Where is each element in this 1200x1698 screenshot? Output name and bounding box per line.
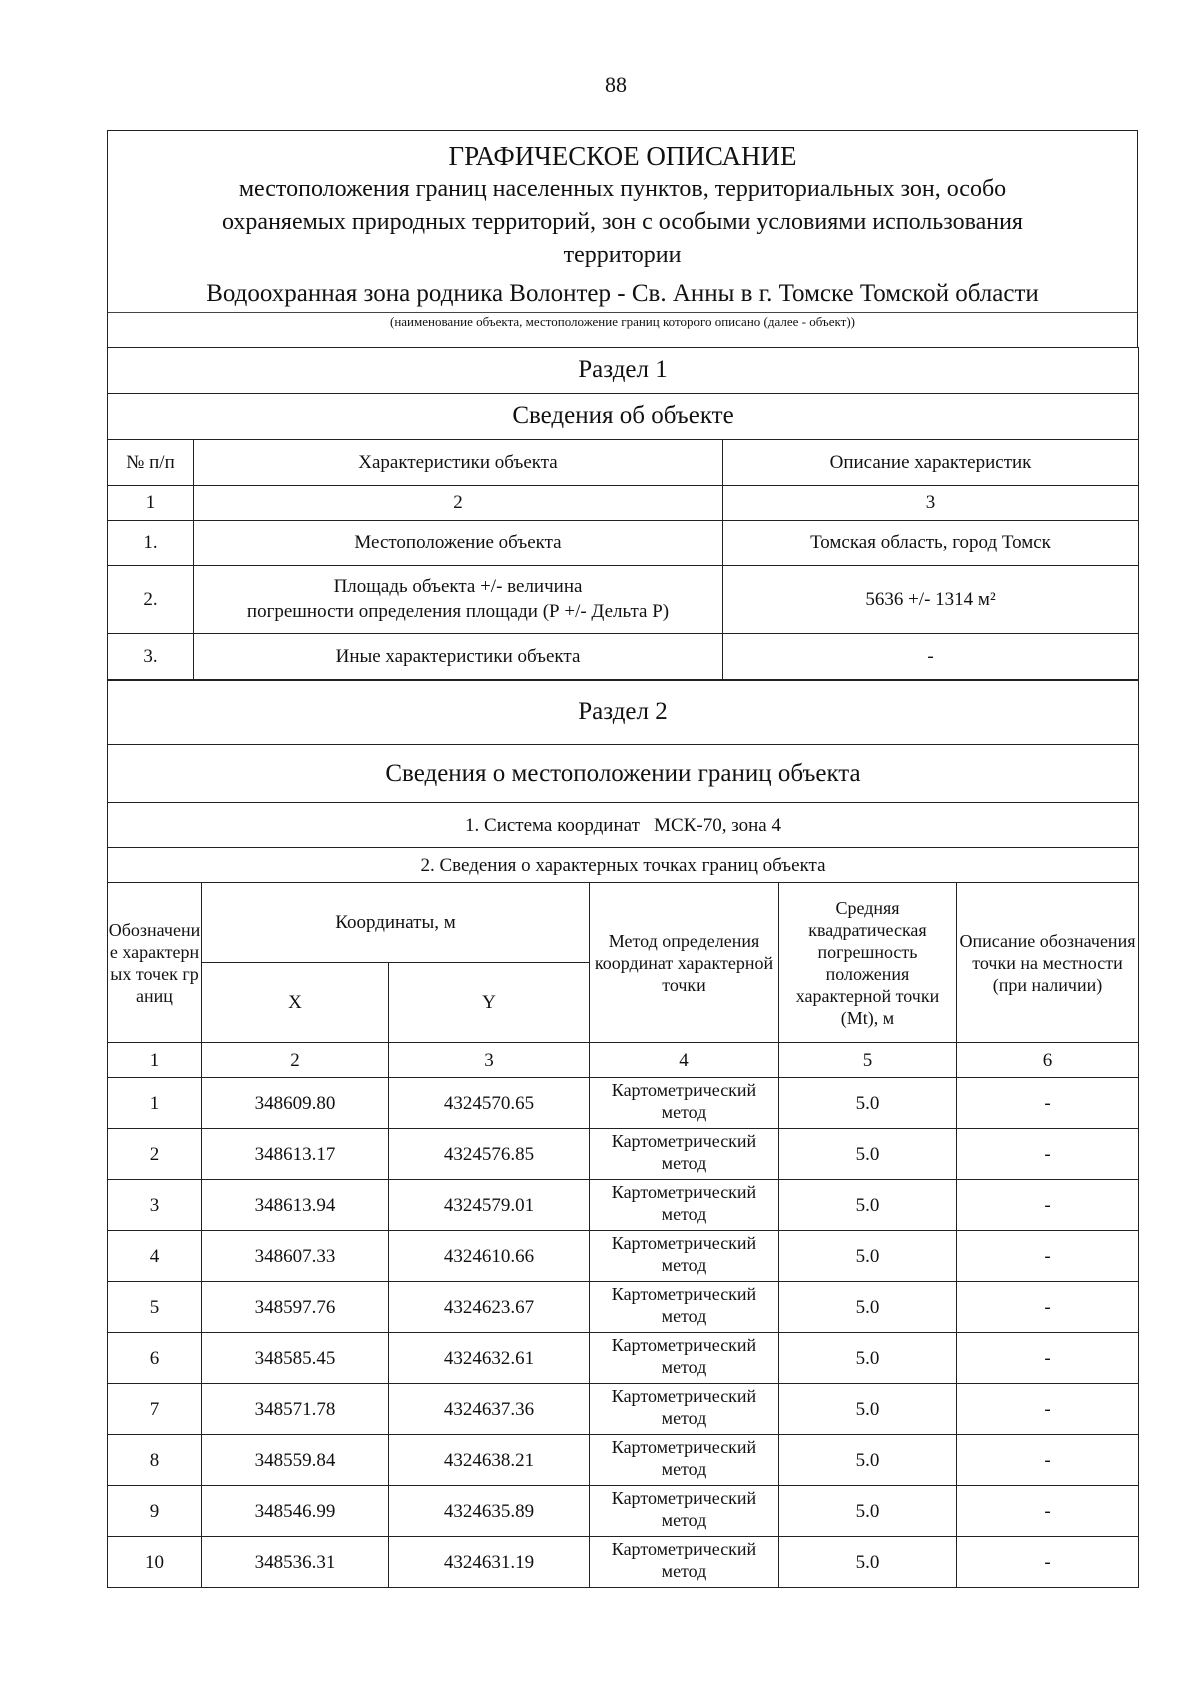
point-number: 5 bbox=[108, 1282, 202, 1333]
point-y: 4324610.66 bbox=[389, 1231, 590, 1282]
point-number: 7 bbox=[108, 1384, 202, 1435]
point-x: 348597.76 bbox=[202, 1282, 389, 1333]
point-number: 9 bbox=[108, 1486, 202, 1537]
col-number: 1 bbox=[108, 1043, 202, 1078]
characteristic-name: Местоположение объекта bbox=[194, 520, 723, 565]
coordinate-system: 1. Система координат МСК-70, зона 4 bbox=[108, 803, 1139, 848]
characteristic-value: 5636 +/- 1314 м² bbox=[723, 565, 1139, 633]
point-number: 6 bbox=[108, 1333, 202, 1384]
point-y: 4324576.85 bbox=[389, 1129, 590, 1180]
characteristic-name-line1: Площадь объекта +/- величина bbox=[333, 576, 583, 597]
header-coordinates: Координаты, м bbox=[202, 883, 590, 963]
section1-col-number: 1 bbox=[108, 485, 194, 520]
point-number: 2 bbox=[108, 1129, 202, 1180]
doc-subtitle-line1: местоположения границ населенных пунктов, территориальных зон, особо bbox=[238, 176, 1007, 202]
point-row bbox=[108, 1078, 1139, 1129]
header-x: X bbox=[202, 963, 389, 1043]
point-number: 10 bbox=[108, 1537, 202, 1588]
point-number: 1 bbox=[108, 1078, 202, 1129]
point-number: 3 bbox=[108, 1180, 202, 1231]
point-description: - bbox=[957, 1486, 1139, 1537]
point-error: 5.0 bbox=[779, 1333, 957, 1384]
point-method: Картометрический метод bbox=[590, 1537, 779, 1588]
point-row bbox=[108, 1282, 1139, 1333]
header-description: Описание обозначения точки на местности (при наличии) bbox=[957, 883, 1139, 1043]
point-x: 348607.33 bbox=[202, 1231, 389, 1282]
section1-title: Раздел 1 bbox=[108, 347, 1139, 393]
point-error: 5.0 bbox=[779, 1129, 957, 1180]
row-number: 1. bbox=[108, 520, 194, 565]
header-designation: Обозначение характерных точек границ bbox=[108, 883, 202, 1043]
doc-subtitle-line3: территории bbox=[563, 242, 682, 268]
point-error: 5.0 bbox=[779, 1486, 957, 1537]
point-description: - bbox=[957, 1435, 1139, 1486]
point-method: Картометрический метод bbox=[590, 1333, 779, 1384]
point-x: 348571.78 bbox=[202, 1384, 389, 1435]
point-error: 5.0 bbox=[779, 1537, 957, 1588]
col-number: 4 bbox=[590, 1043, 779, 1078]
point-row bbox=[108, 1180, 1139, 1231]
col-number: 3 bbox=[389, 1043, 590, 1078]
point-description: - bbox=[957, 1180, 1139, 1231]
header-error: Средняя квадратическая погрешность положения характерной точки (Mt), м bbox=[779, 883, 957, 1043]
characteristic-name bbox=[194, 565, 723, 633]
point-x: 348546.99 bbox=[202, 1486, 389, 1537]
point-y: 4324631.19 bbox=[389, 1537, 590, 1588]
section2-table bbox=[107, 679, 1139, 1588]
header-table bbox=[107, 130, 1138, 348]
title-block bbox=[108, 131, 1138, 313]
point-x: 348613.17 bbox=[202, 1129, 389, 1180]
section1-subtitle: Сведения об объекте bbox=[108, 393, 1139, 439]
point-error: 5.0 bbox=[779, 1180, 957, 1231]
point-method: Картометрический метод bbox=[590, 1282, 779, 1333]
section2-title: Раздел 2 bbox=[108, 680, 1139, 745]
point-row bbox=[108, 1129, 1139, 1180]
header-method: Метод определения координат характерной точки bbox=[590, 883, 779, 1043]
point-error: 5.0 bbox=[779, 1231, 957, 1282]
point-number: 4 bbox=[108, 1231, 202, 1282]
point-row bbox=[108, 1435, 1139, 1486]
point-row bbox=[108, 1486, 1139, 1537]
section1-col-number: 2 bbox=[194, 485, 723, 520]
point-number: 8 bbox=[108, 1435, 202, 1486]
point-y: 4324570.65 bbox=[389, 1078, 590, 1129]
point-method: Картометрический метод bbox=[590, 1129, 779, 1180]
point-y: 4324632.61 bbox=[389, 1333, 590, 1384]
point-x: 348609.80 bbox=[202, 1078, 389, 1129]
col-number: 5 bbox=[779, 1043, 957, 1078]
point-row bbox=[108, 1384, 1139, 1435]
row-number: 3. bbox=[108, 633, 194, 680]
section1-col-header: № п/п bbox=[108, 439, 194, 485]
point-method: Картометрический метод bbox=[590, 1231, 779, 1282]
point-y: 4324638.21 bbox=[389, 1435, 590, 1486]
row-number: 2. bbox=[108, 565, 194, 633]
point-x: 348536.31 bbox=[202, 1537, 389, 1588]
point-row bbox=[108, 1231, 1139, 1282]
point-method: Картометрический метод bbox=[590, 1435, 779, 1486]
point-row bbox=[108, 1537, 1139, 1588]
section1-col-header: Описание характеристик bbox=[723, 439, 1139, 485]
point-description: - bbox=[957, 1537, 1139, 1588]
object-note: (наименование объекта, местоположение границ которого описано (далее - объект)) bbox=[108, 313, 1138, 348]
point-y: 4324623.67 bbox=[389, 1282, 590, 1333]
point-description: - bbox=[957, 1231, 1139, 1282]
page-number: 88 bbox=[605, 72, 627, 97]
point-description: - bbox=[957, 1384, 1139, 1435]
point-y: 4324637.36 bbox=[389, 1384, 590, 1435]
points-title: 2. Сведения о характерных точках границ объекта bbox=[108, 848, 1139, 883]
header-y: Y bbox=[389, 963, 590, 1043]
point-method: Картометрический метод bbox=[590, 1384, 779, 1435]
point-y: 4324635.89 bbox=[389, 1486, 590, 1537]
object-name: Водоохранная зона родника Волонтер - Св. Анны в г. Томске Томской области bbox=[206, 280, 1039, 307]
characteristic-value: - bbox=[723, 633, 1139, 680]
point-y: 4324579.01 bbox=[389, 1180, 590, 1231]
doc-title: ГРАФИЧЕСКОЕ ОПИСАНИЕ bbox=[448, 141, 797, 171]
section1-row bbox=[108, 565, 1139, 633]
section2-subtitle: Сведения о местоположении границ объекта bbox=[108, 745, 1139, 803]
point-method: Картометрический метод bbox=[590, 1180, 779, 1231]
section1-row bbox=[108, 633, 1139, 680]
section1-col-number: 3 bbox=[723, 485, 1139, 520]
point-description: - bbox=[957, 1282, 1139, 1333]
section1-col-header: Характеристики объекта bbox=[194, 439, 723, 485]
point-error: 5.0 bbox=[779, 1282, 957, 1333]
points-body bbox=[108, 1078, 1139, 1588]
point-method: Картометрический метод bbox=[590, 1078, 779, 1129]
point-method: Картометрический метод bbox=[590, 1486, 779, 1537]
section1-row bbox=[108, 520, 1139, 565]
point-description: - bbox=[957, 1333, 1139, 1384]
point-description: - bbox=[957, 1129, 1139, 1180]
point-error: 5.0 bbox=[779, 1078, 957, 1129]
point-x: 348559.84 bbox=[202, 1435, 389, 1486]
point-row bbox=[108, 1333, 1139, 1384]
col-number: 2 bbox=[202, 1043, 389, 1078]
characteristic-value: Томская область, город Томск bbox=[723, 520, 1139, 565]
characteristic-name: Иные характеристики объекта bbox=[194, 633, 723, 680]
document-body bbox=[107, 130, 1138, 1588]
col-number: 6 bbox=[957, 1043, 1139, 1078]
point-description: - bbox=[957, 1078, 1139, 1129]
point-error: 5.0 bbox=[779, 1384, 957, 1435]
point-x: 348585.45 bbox=[202, 1333, 389, 1384]
doc-subtitle-line2: охраняемых природных территорий, зон с особыми условиями использования bbox=[222, 209, 1023, 235]
point-error: 5.0 bbox=[779, 1435, 957, 1486]
section1-table bbox=[107, 347, 1139, 681]
characteristic-name-line2: погрешности определения площади (Р +/- Дельта Р) bbox=[246, 601, 670, 622]
point-x: 348613.94 bbox=[202, 1180, 389, 1231]
